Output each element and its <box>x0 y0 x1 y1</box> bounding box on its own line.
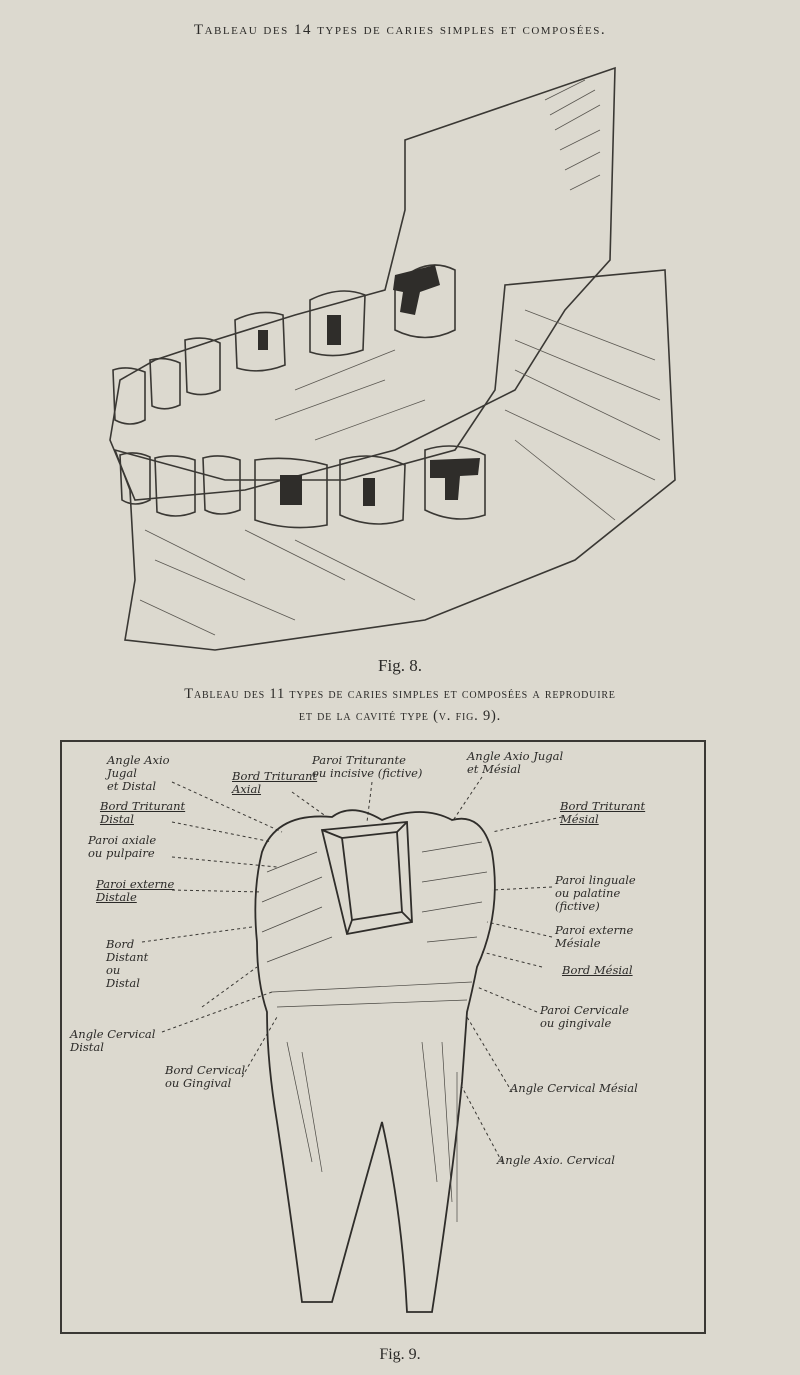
tooth-illustration <box>62 742 704 1332</box>
label-bord-triturant-mesial: Bord Triturant Mésial <box>560 799 646 826</box>
label-bord-distant: Bord Distant ou Distal <box>106 937 149 990</box>
fig9-caption: Fig. 9. <box>379 1346 421 1363</box>
label-bord-mesial: Bord Mésial <box>562 963 633 977</box>
subtitle-line-1: Tableau des 11 types de caries simples et composées a reproduire <box>184 686 616 702</box>
label-angle-axio-jugal-distal: Angle Axio Jugal et Distal <box>107 753 170 793</box>
label-paroi-externe-mesiale: Paroi externe Mésiale <box>555 923 634 950</box>
page-title: Tableau des 14 types de caries simples et composées. <box>193 22 607 38</box>
fig9-frame <box>60 740 706 1334</box>
label-bord-triturant-distal: Bord Triturant Distal <box>100 799 186 826</box>
label-paroi-cervicale: Paroi Cervicale ou gingivale <box>540 1003 629 1030</box>
label-paroi-axiale: Paroi axiale ou pulpaire <box>88 833 157 860</box>
label-paroi-triturante: Paroi Triturante ou incisive (fictive) <box>312 753 423 780</box>
label-angle-cervical-mesial: Angle Cervical Mésial <box>510 1081 638 1095</box>
jaw-illustration <box>95 60 685 660</box>
label-paroi-externe-distale: Paroi externe Distale <box>96 877 175 904</box>
label-angle-axio-cervical: Angle Axio. Cervical <box>497 1153 615 1167</box>
subtitle-line-2: et de la cavité type (v. fig. 9). <box>298 708 502 724</box>
label-angle-cervical-distal: Angle Cervical Distal <box>70 1027 156 1054</box>
fig8-caption: Fig. 8. <box>378 656 422 675</box>
label-paroi-linguale: Paroi linguale ou palatine (fictive) <box>555 873 636 913</box>
label-bord-cervical: Bord Cervical ou Gingival <box>165 1063 246 1090</box>
label-angle-axio-jugal-mesial: Angle Axio Jugal et Mésial <box>467 749 564 776</box>
label-bord-triturant-axial: Bord Triturant Axial <box>232 769 318 796</box>
